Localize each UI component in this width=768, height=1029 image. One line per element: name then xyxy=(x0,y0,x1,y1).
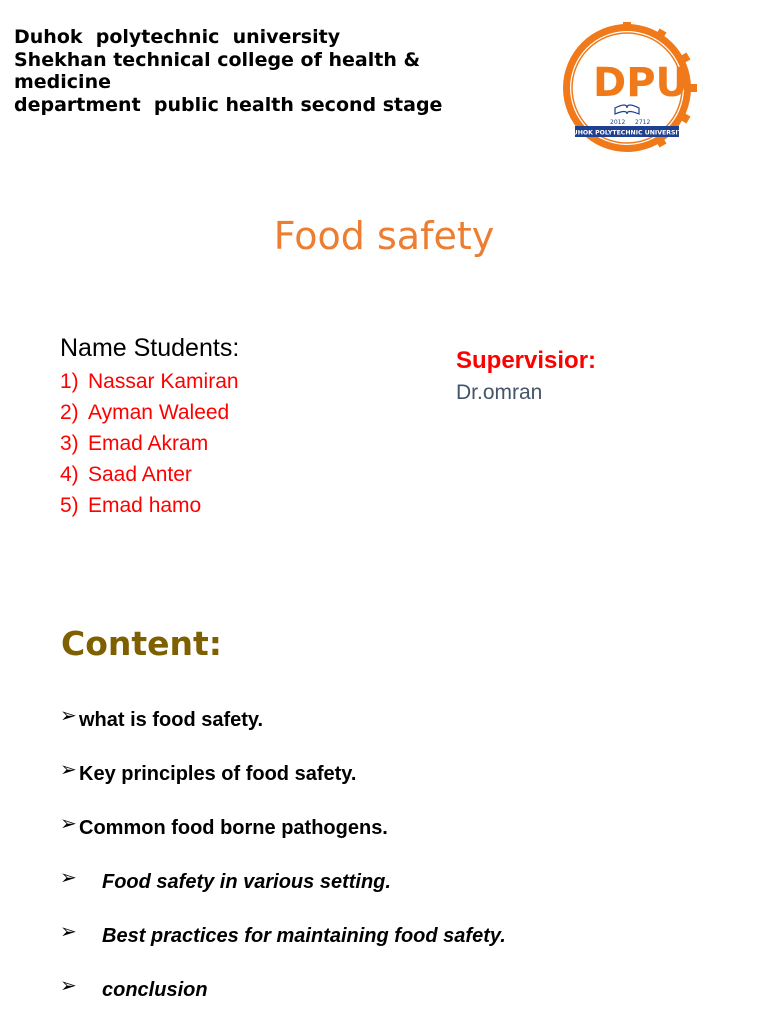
student-item xyxy=(60,428,239,459)
student-item xyxy=(60,366,239,397)
student-number: 1) xyxy=(60,370,79,393)
university-logo xyxy=(555,22,699,154)
students-section xyxy=(60,334,239,521)
supervisor-heading: Supervisior: xyxy=(456,347,597,374)
header-line-department: department public health second stage xyxy=(14,93,443,116)
arrow-bullet-icon: ➢ xyxy=(60,973,77,997)
logo-caption: DUHOK POLYTECHNIC UNIVERSITY xyxy=(567,129,687,137)
content-item-text: conclusion xyxy=(102,979,208,1001)
header-line-college-cont: medicine xyxy=(14,71,111,93)
arrow-bullet-icon: ➢ xyxy=(60,919,77,943)
students-list xyxy=(60,366,239,521)
supervisor-section xyxy=(456,347,596,405)
student-number: 3) xyxy=(60,432,79,455)
logo-letters: DPU xyxy=(593,60,688,106)
students-heading: Name Students: xyxy=(60,334,240,362)
page-title: Food safety xyxy=(273,214,495,258)
arrow-bullet-icon: ➢ xyxy=(60,703,77,727)
arrow-bullet-icon: ➢ xyxy=(60,865,77,889)
dpu-letters xyxy=(593,60,688,106)
content-item-text: Common food borne pathogens. xyxy=(79,817,388,839)
arrow-bullet-icon: ➢ xyxy=(60,757,77,781)
student-number: 5) xyxy=(60,494,79,517)
student-name: Emad hamo xyxy=(88,494,202,517)
content-heading: Content: xyxy=(61,624,223,663)
content-item-text: what is food safety. xyxy=(79,709,264,731)
student-number: 4) xyxy=(60,463,79,486)
student-name: Ayman Waleed xyxy=(88,401,230,424)
student-name: Nassar Kamiran xyxy=(88,370,239,393)
student-number: 2) xyxy=(60,401,79,424)
content-item-text: Best practices for maintaining food safety. xyxy=(102,925,506,947)
header-line-college: Shekhan technical college of health & xyxy=(14,48,421,71)
supervisor-name: Dr.omran xyxy=(456,381,543,404)
logo-year-right: 2712 xyxy=(635,119,651,126)
header-text xyxy=(14,26,442,116)
logo-year-left: 2012 xyxy=(610,119,626,126)
student-item xyxy=(60,459,239,490)
student-item xyxy=(60,490,239,521)
content-item-text: Key principles of food safety. xyxy=(79,763,357,785)
student-item xyxy=(60,397,239,428)
header-line-university: Duhok polytechnic university xyxy=(14,26,341,48)
content-item-text: Food safety in various setting. xyxy=(102,871,391,893)
student-name: Saad Anter xyxy=(88,463,192,486)
student-name: Emad Akram xyxy=(88,432,209,455)
arrow-bullet-icon: ➢ xyxy=(60,811,77,835)
